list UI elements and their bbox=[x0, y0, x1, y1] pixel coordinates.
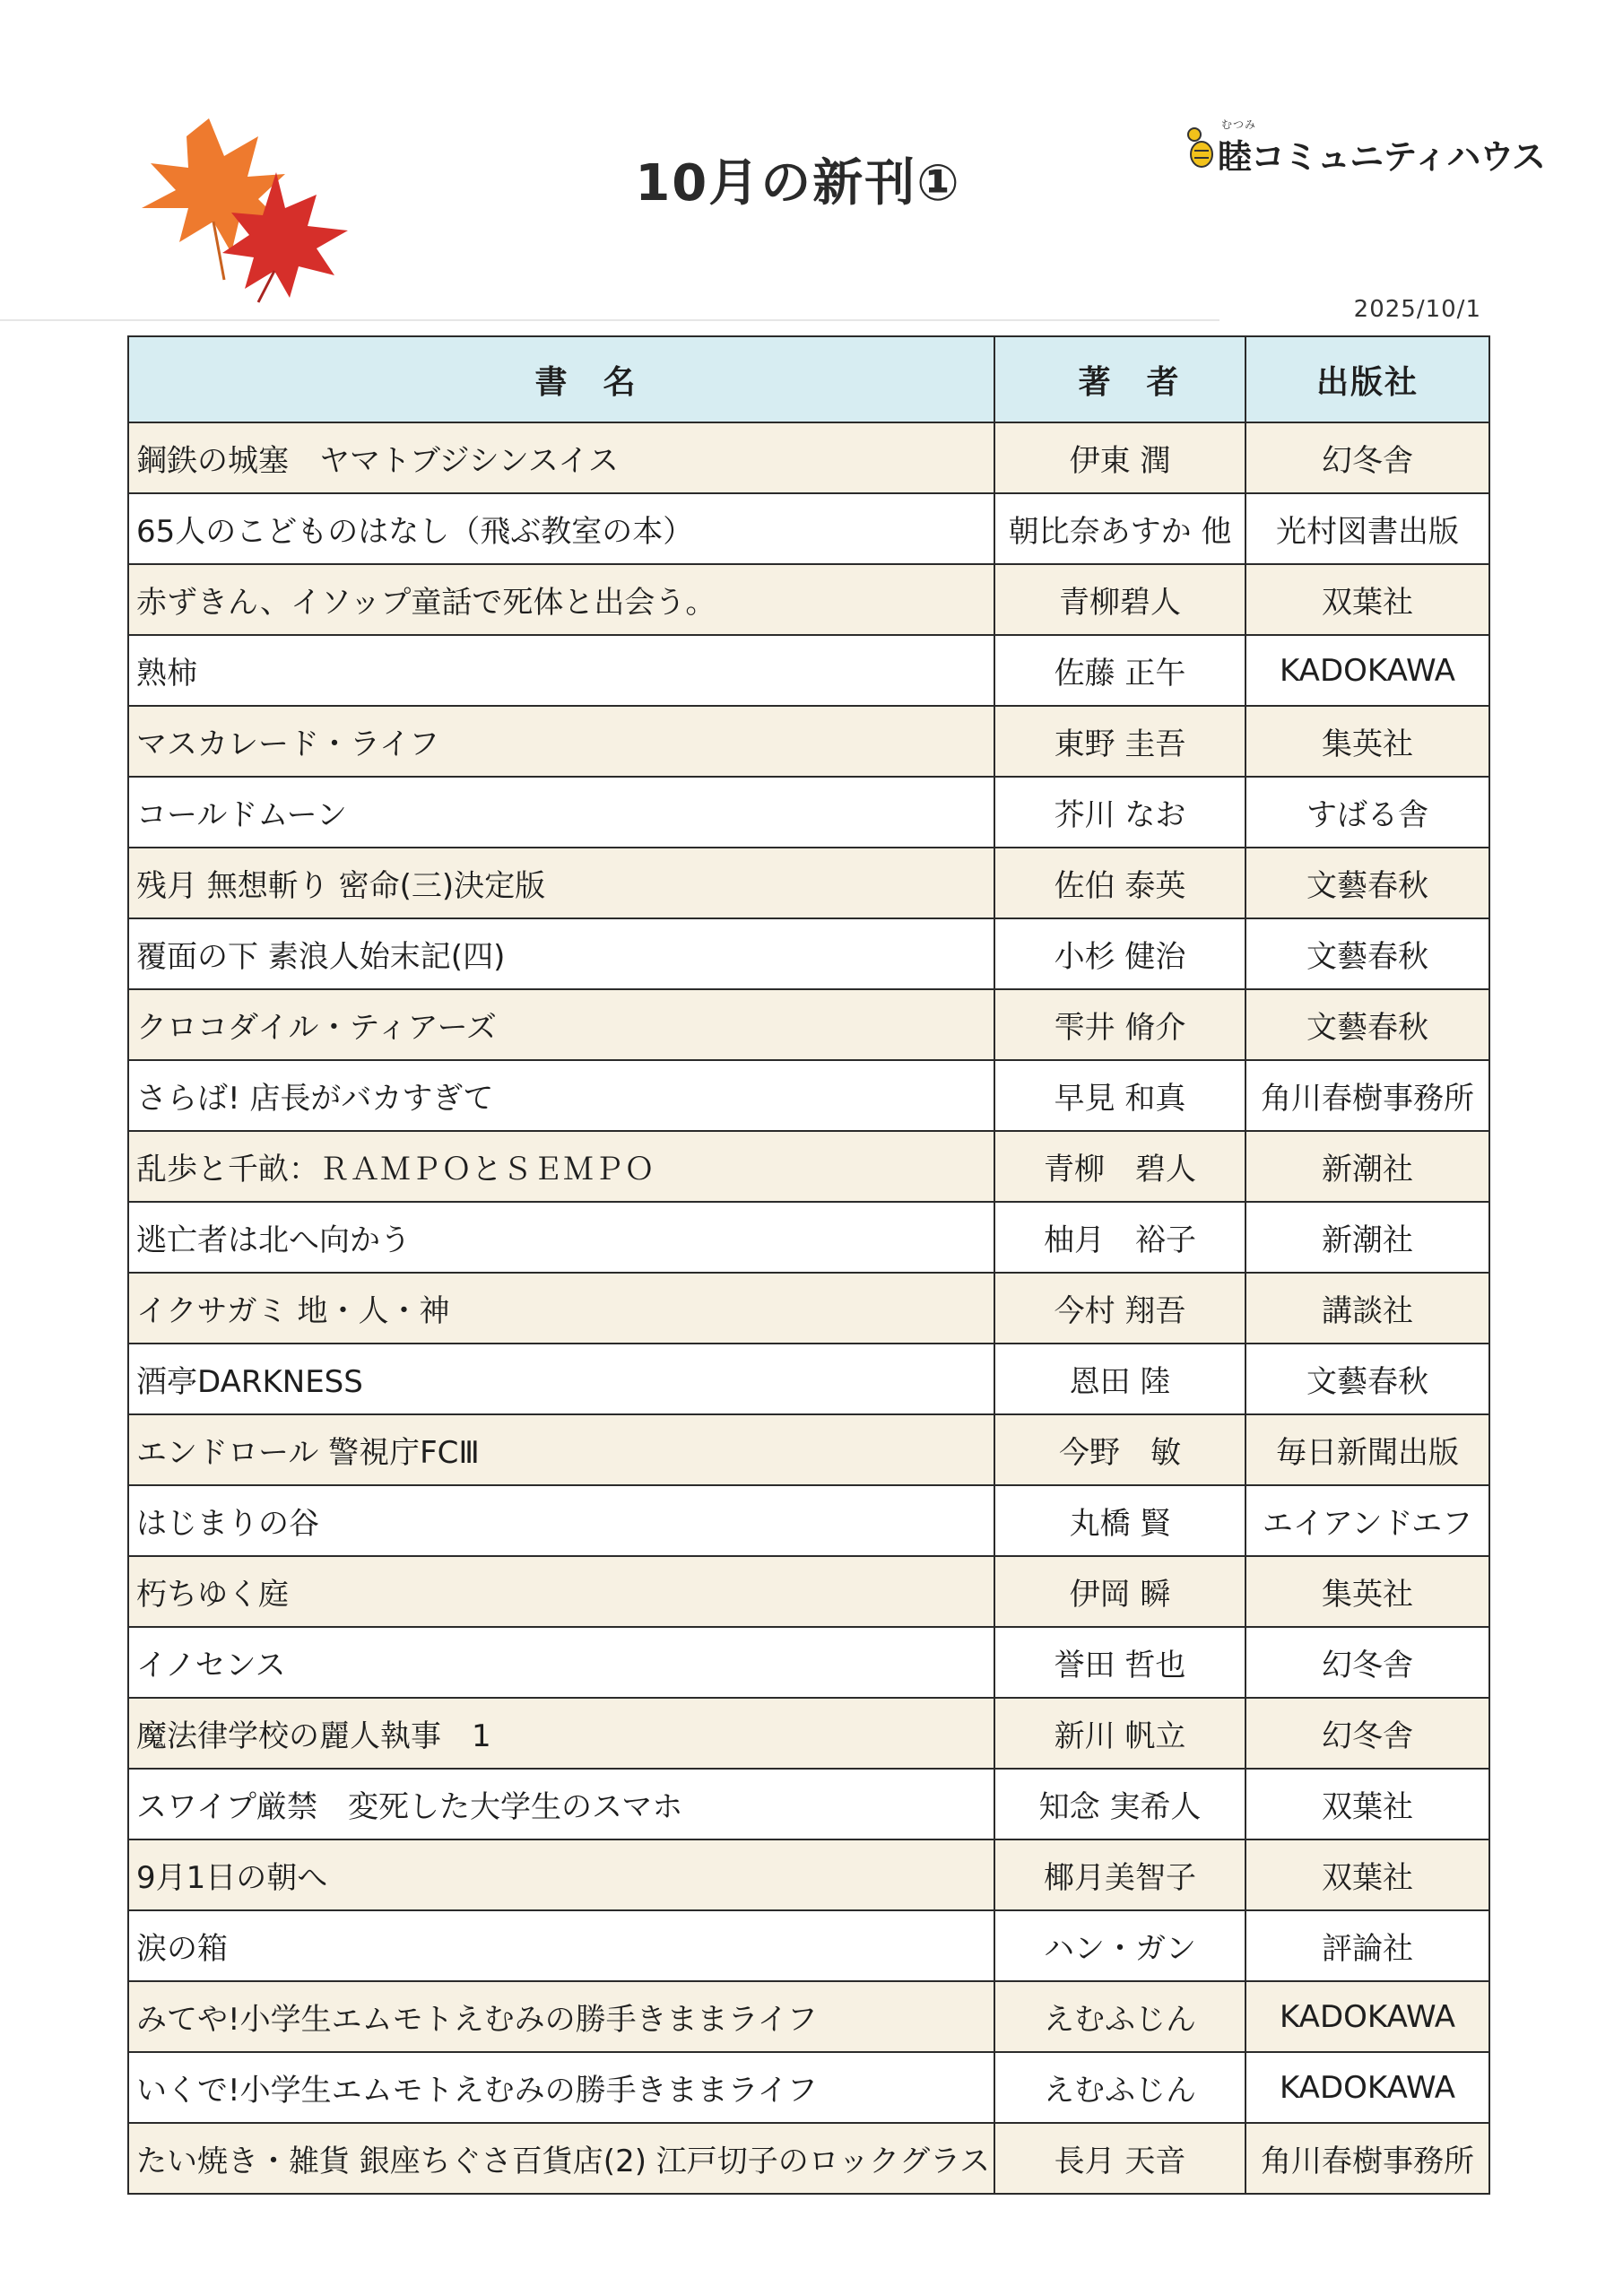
table-body bbox=[128, 422, 1489, 2194]
book-publisher-cell: KADOKAWA bbox=[1245, 2052, 1489, 2123]
table-row bbox=[128, 1414, 1489, 1485]
book-publisher-cell: 双葉社 bbox=[1245, 1769, 1489, 1839]
column-header-title: 書 名 bbox=[128, 336, 994, 422]
book-publisher-cell: 文藝春秋 bbox=[1245, 989, 1489, 1060]
book-author-cell: 丸橋 賢 bbox=[994, 1485, 1245, 1556]
book-author-cell: 新川 帆立 bbox=[994, 1698, 1245, 1769]
book-title-cell: スワイプ厳禁 変死した大学生のスマホ bbox=[128, 1769, 994, 1839]
book-title-cell: さらば! 店長がバカすぎて bbox=[128, 1060, 994, 1131]
book-publisher-cell: 新潮社 bbox=[1245, 1202, 1489, 1273]
book-author-cell: えむふじん bbox=[994, 2052, 1245, 2123]
table-row bbox=[128, 2123, 1489, 2194]
book-publisher-cell: 文藝春秋 bbox=[1245, 918, 1489, 989]
book-author-cell: 長月 天音 bbox=[994, 2123, 1245, 2194]
book-title-cell: 65人のこどものはなし（飛ぶ教室の本） bbox=[128, 493, 994, 564]
book-publisher-cell: 集英社 bbox=[1245, 1556, 1489, 1627]
book-publisher-cell: 毎日新聞出版 bbox=[1245, 1414, 1489, 1485]
logo-ruby: むつみ bbox=[1221, 118, 1257, 131]
book-title-cell: いくで!小学生エムモトえむみの勝手きままライフ bbox=[128, 2052, 994, 2123]
table-row bbox=[128, 635, 1489, 706]
book-author-cell: 恩田 陸 bbox=[994, 1344, 1245, 1414]
book-publisher-cell: 光村図書出版 bbox=[1245, 493, 1489, 564]
book-publisher-cell: 文藝春秋 bbox=[1245, 1344, 1489, 1414]
table-row bbox=[128, 1627, 1489, 1698]
book-title-cell: 逃亡者は北へ向かう bbox=[128, 1202, 994, 1273]
book-title-cell: 鋼鉄の城塞 ヤマトブジシンスイス bbox=[128, 422, 994, 493]
book-publisher-cell: 幻冬舎 bbox=[1245, 422, 1489, 493]
book-author-cell: 東野 圭吾 bbox=[994, 706, 1245, 777]
book-publisher-cell: 角川春樹事務所 bbox=[1245, 2123, 1489, 2194]
book-author-cell: えむふじん bbox=[994, 1981, 1245, 2052]
new-books-table bbox=[127, 335, 1490, 2195]
book-title-cell: 乱歩と千畝：ＲＡＭＰＯとＳＥＭＰＯ bbox=[128, 1131, 994, 1202]
book-publisher-cell: エイアンドエフ bbox=[1245, 1485, 1489, 1556]
book-publisher-cell: 文藝春秋 bbox=[1245, 848, 1489, 918]
table-row bbox=[128, 1839, 1489, 1910]
table-row bbox=[128, 989, 1489, 1060]
book-title-cell: 熟柿 bbox=[128, 635, 994, 706]
book-author-cell: 早見 和真 bbox=[994, 1060, 1245, 1131]
logo-text: 睦コミュニティハウス bbox=[1218, 137, 1546, 177]
book-author-cell: 佐伯 泰英 bbox=[994, 848, 1245, 918]
book-author-cell: ハン・ガン bbox=[994, 1910, 1245, 1981]
table-row bbox=[128, 918, 1489, 989]
book-author-cell: 芥川 なお bbox=[994, 777, 1245, 848]
table-row bbox=[128, 706, 1489, 777]
table-row bbox=[128, 1556, 1489, 1627]
book-author-cell: 朝比奈あすか 他 bbox=[994, 493, 1245, 564]
table-row bbox=[128, 1981, 1489, 2052]
table-row bbox=[128, 1131, 1489, 1202]
book-title-cell: みてや!小学生エムモトえむみの勝手きままライフ bbox=[128, 1981, 994, 2052]
book-author-cell: 伊岡 瞬 bbox=[994, 1556, 1245, 1627]
book-title-cell: たい焼き・雑貨 銀座ちぐさ百貨店(2) 江戸切子のロックグラス bbox=[128, 2123, 994, 2194]
organization-logo bbox=[1182, 117, 1546, 179]
book-author-cell: 誉田 哲也 bbox=[994, 1627, 1245, 1698]
table-row bbox=[128, 777, 1489, 848]
book-title-cell: 赤ずきん、イソップ童話で死体と出会う。 bbox=[128, 564, 994, 635]
book-author-cell: 知念 実希人 bbox=[994, 1769, 1245, 1839]
book-title-cell: マスカレード・ライフ bbox=[128, 706, 994, 777]
book-publisher-cell: 評論社 bbox=[1245, 1910, 1489, 1981]
book-title-cell: 残月 無想斬り 密命(三)決定版 bbox=[128, 848, 994, 918]
book-author-cell: 今野 敏 bbox=[994, 1414, 1245, 1485]
book-publisher-cell: 幻冬舎 bbox=[1245, 1627, 1489, 1698]
divider bbox=[0, 319, 1219, 321]
book-author-cell: 椰月美智子 bbox=[994, 1839, 1245, 1910]
table-row bbox=[128, 1344, 1489, 1414]
table-row bbox=[128, 422, 1489, 493]
maple-leaves-icon bbox=[124, 109, 373, 305]
table-row bbox=[128, 1910, 1489, 1981]
book-title-cell: 9月1日の朝へ bbox=[128, 1839, 994, 1910]
book-publisher-cell: KADOKAWA bbox=[1245, 635, 1489, 706]
book-author-cell: 今村 翔吾 bbox=[994, 1273, 1245, 1344]
book-author-cell: 伊東 潤 bbox=[994, 422, 1245, 493]
table-row bbox=[128, 1485, 1489, 1556]
book-title-cell: エンドロール 警視庁FCⅢ bbox=[128, 1414, 994, 1485]
book-publisher-cell: 新潮社 bbox=[1245, 1131, 1489, 1202]
book-title-cell: イノセンス bbox=[128, 1627, 994, 1698]
book-title-cell: 涙の箱 bbox=[128, 1910, 994, 1981]
table-row bbox=[128, 1769, 1489, 1839]
table-row bbox=[128, 1273, 1489, 1344]
table-header-row bbox=[128, 336, 1489, 422]
issue-date: 2025/10/1 bbox=[1353, 296, 1481, 323]
book-title-cell: イクサガミ 地・人・神 bbox=[128, 1273, 994, 1344]
book-title-cell: コールドムーン bbox=[128, 777, 994, 848]
page-title: 10月の新刊① bbox=[635, 154, 961, 213]
logo-mark-icon bbox=[1182, 124, 1218, 172]
table-row bbox=[128, 564, 1489, 635]
book-publisher-cell: 双葉社 bbox=[1245, 564, 1489, 635]
book-title-cell: 覆面の下 素浪人始末記(四) bbox=[128, 918, 994, 989]
book-title-cell: 魔法律学校の麗人執事 1 bbox=[128, 1698, 994, 1769]
book-publisher-cell: 集英社 bbox=[1245, 706, 1489, 777]
book-publisher-cell: 双葉社 bbox=[1245, 1839, 1489, 1910]
book-title-cell: 朽ちゆく庭 bbox=[128, 1556, 994, 1627]
book-publisher-cell: すばる舎 bbox=[1245, 777, 1489, 848]
table-row bbox=[128, 1060, 1489, 1131]
column-header-publisher: 出版社 bbox=[1245, 336, 1489, 422]
book-publisher-cell: 幻冬舎 bbox=[1245, 1698, 1489, 1769]
book-author-cell: 小杉 健治 bbox=[994, 918, 1245, 989]
book-author-cell: 青柳 碧人 bbox=[994, 1131, 1245, 1202]
book-title-cell: クロコダイル・ティアーズ bbox=[128, 989, 994, 1060]
table-row bbox=[128, 848, 1489, 918]
table-row bbox=[128, 1202, 1489, 1273]
column-header-author: 著 者 bbox=[994, 336, 1245, 422]
book-author-cell: 佐藤 正午 bbox=[994, 635, 1245, 706]
table-row bbox=[128, 1698, 1489, 1769]
book-publisher-cell: 角川春樹事務所 bbox=[1245, 1060, 1489, 1131]
book-title-cell: 酒亭DARKNESS bbox=[128, 1344, 994, 1414]
book-author-cell: 雫井 脩介 bbox=[994, 989, 1245, 1060]
book-author-cell: 青柳碧人 bbox=[994, 564, 1245, 635]
book-author-cell: 柚月 裕子 bbox=[994, 1202, 1245, 1273]
table-row bbox=[128, 2052, 1489, 2123]
book-publisher-cell: 講談社 bbox=[1245, 1273, 1489, 1344]
table-row bbox=[128, 493, 1489, 564]
book-title-cell: はじまりの谷 bbox=[128, 1485, 994, 1556]
book-publisher-cell: KADOKAWA bbox=[1245, 1981, 1489, 2052]
